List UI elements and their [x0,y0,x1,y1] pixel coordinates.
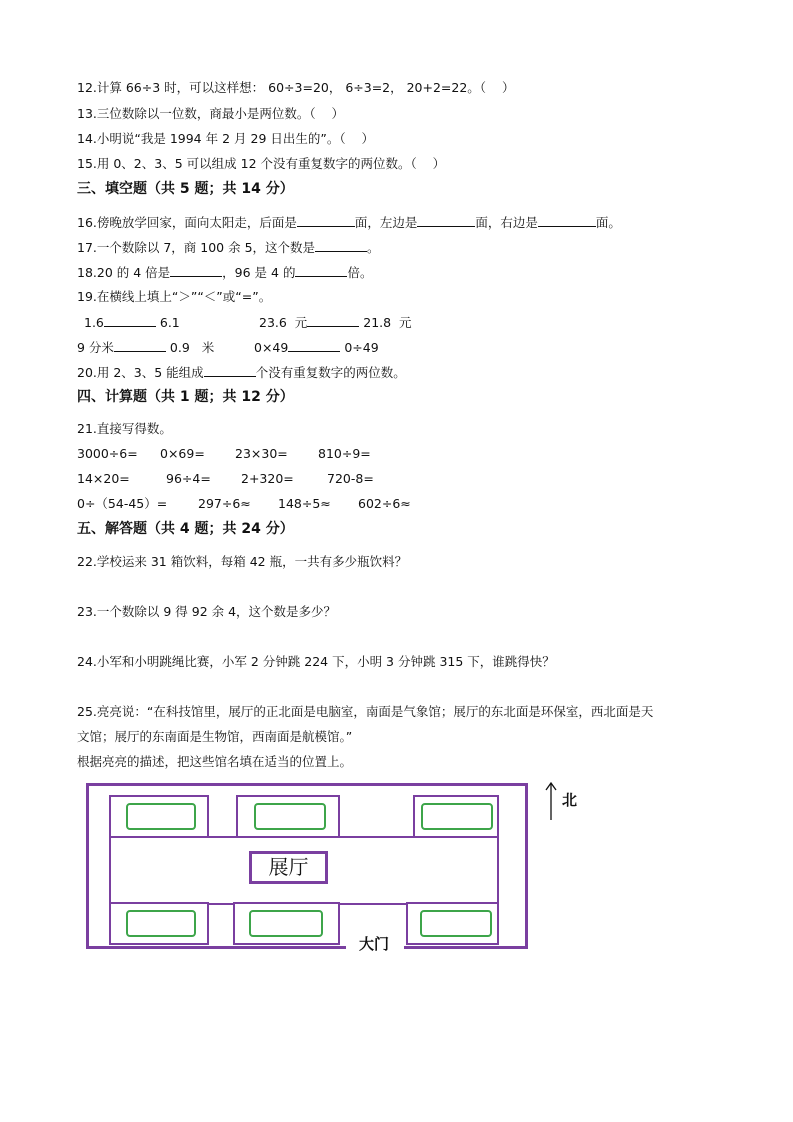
calc-item: 0÷（54-45）= [77,496,168,511]
question-13: 13.三位数除以一位数，商最小是两位数。（ ） [77,106,345,121]
section-3-heading: 三、填空题（共 5 题；共 14 分） [77,181,294,197]
question-16: 16.傍晚放学回家，面向太阳走，后面是 面，左边是 面，右边是 面。 [77,215,621,230]
answer-slot[interactable] [126,803,196,830]
answer-blank[interactable] [170,264,222,277]
question-21: 21.直接写得数。 [77,421,172,436]
calc-item: 14×20= [77,471,130,486]
compare-1: 1.6 6.1 [84,315,180,330]
question-23: 23.一个数除以 9 得 92 余 4，这个数是多少？ [77,604,337,619]
room-southeast [406,902,499,945]
calc-item: 23×30= [235,446,288,461]
answer-blank[interactable] [315,239,367,252]
question-22: 22.学校运来 31 箱饮料，每箱 42 瓶，一共有多少瓶饮料？ [77,554,408,569]
answer-slot[interactable] [254,803,326,830]
calc-item: 0×69= [160,446,205,461]
gate-label: 大门 [359,935,390,953]
calc-item: 148÷5≈ [278,496,331,511]
answer-blank[interactable] [114,339,166,352]
calc-item: 602÷6≈ [358,496,411,511]
calc-item: 297÷6≈ [198,496,251,511]
room-northeast [413,795,499,838]
compare-2: 23.6 元 21.8 元 [259,315,412,330]
question-15: 15.用 0、2、3、5 可以组成 12 个没有重复数字的两位数。（ ） [77,156,446,171]
question-24: 24.小军和小明跳绳比赛，小军 2 分钟跳 224 下，小明 3 分钟跳 315 下，谁跳得快？ [77,654,555,669]
answer-blank[interactable] [307,314,359,327]
compare-3: 9 分米 0.9 米 [77,340,215,355]
calc-item: 3000÷6= [77,446,138,461]
answer-blank[interactable] [204,364,256,377]
answer-blank[interactable] [417,214,475,227]
calc-item: 96÷4= [166,471,211,486]
question-19: 19.在横线上填上“＞”“＜”或“=”。 [77,289,272,304]
room-southwest [109,902,209,945]
answer-blank[interactable] [538,214,596,227]
room-north [236,795,340,838]
answer-slot[interactable] [126,910,196,937]
question-20: 20.用 2、3、5 能组成 个没有重复数字的两位数。 [77,365,406,380]
calc-item: 2+320= [241,471,294,486]
answer-slot[interactable] [421,803,493,830]
question-14: 14.小明说“我是 1994 年 2 月 29 日出生的”。（ ） [77,131,374,146]
calc-item: 810÷9= [318,446,371,461]
answer-blank[interactable] [295,264,347,277]
north-arrow-icon [543,780,559,822]
question-25-line-1: 25.亮亮说：“在科技馆里，展厅的正北面是电脑室，南面是气象馆；展厅的东北面是环保室，西北面是天 [77,704,654,719]
question-25-line-3: 根据亮亮的描述，把这些馆名填在适当的位置上。 [77,754,353,769]
section-5-heading: 五、解答题（共 4 题；共 24 分） [77,521,294,537]
answer-slot[interactable] [249,910,323,937]
north-label: 北 [562,791,578,809]
question-17: 17.一个数除以 7，商 100 余 5，这个数是 。 [77,240,380,255]
section-4-heading: 四、计算题（共 1 题；共 12 分） [77,389,294,405]
answer-blank[interactable] [288,339,340,352]
answer-blank[interactable] [104,314,156,327]
exhibition-hall: 展厅 [249,851,328,884]
question-18: 18.20 的 4 倍是 ，96 是 4 的 倍。 [77,265,373,280]
question-25-line-2: 文馆；展厅的东南面是生物馆，西南面是航模馆。” [77,729,353,744]
compare-4: 0×49 0÷49 [254,340,379,355]
question-12: 12.计算 66÷3 时，可以这样想： 60÷3=20， 6÷3=2， 20+2=22。（ ） [77,80,515,95]
answer-slot[interactable] [420,910,492,937]
answer-blank[interactable] [297,214,355,227]
room-northwest [109,795,209,838]
room-south [233,902,340,945]
calc-item: 720-8= [327,471,374,486]
